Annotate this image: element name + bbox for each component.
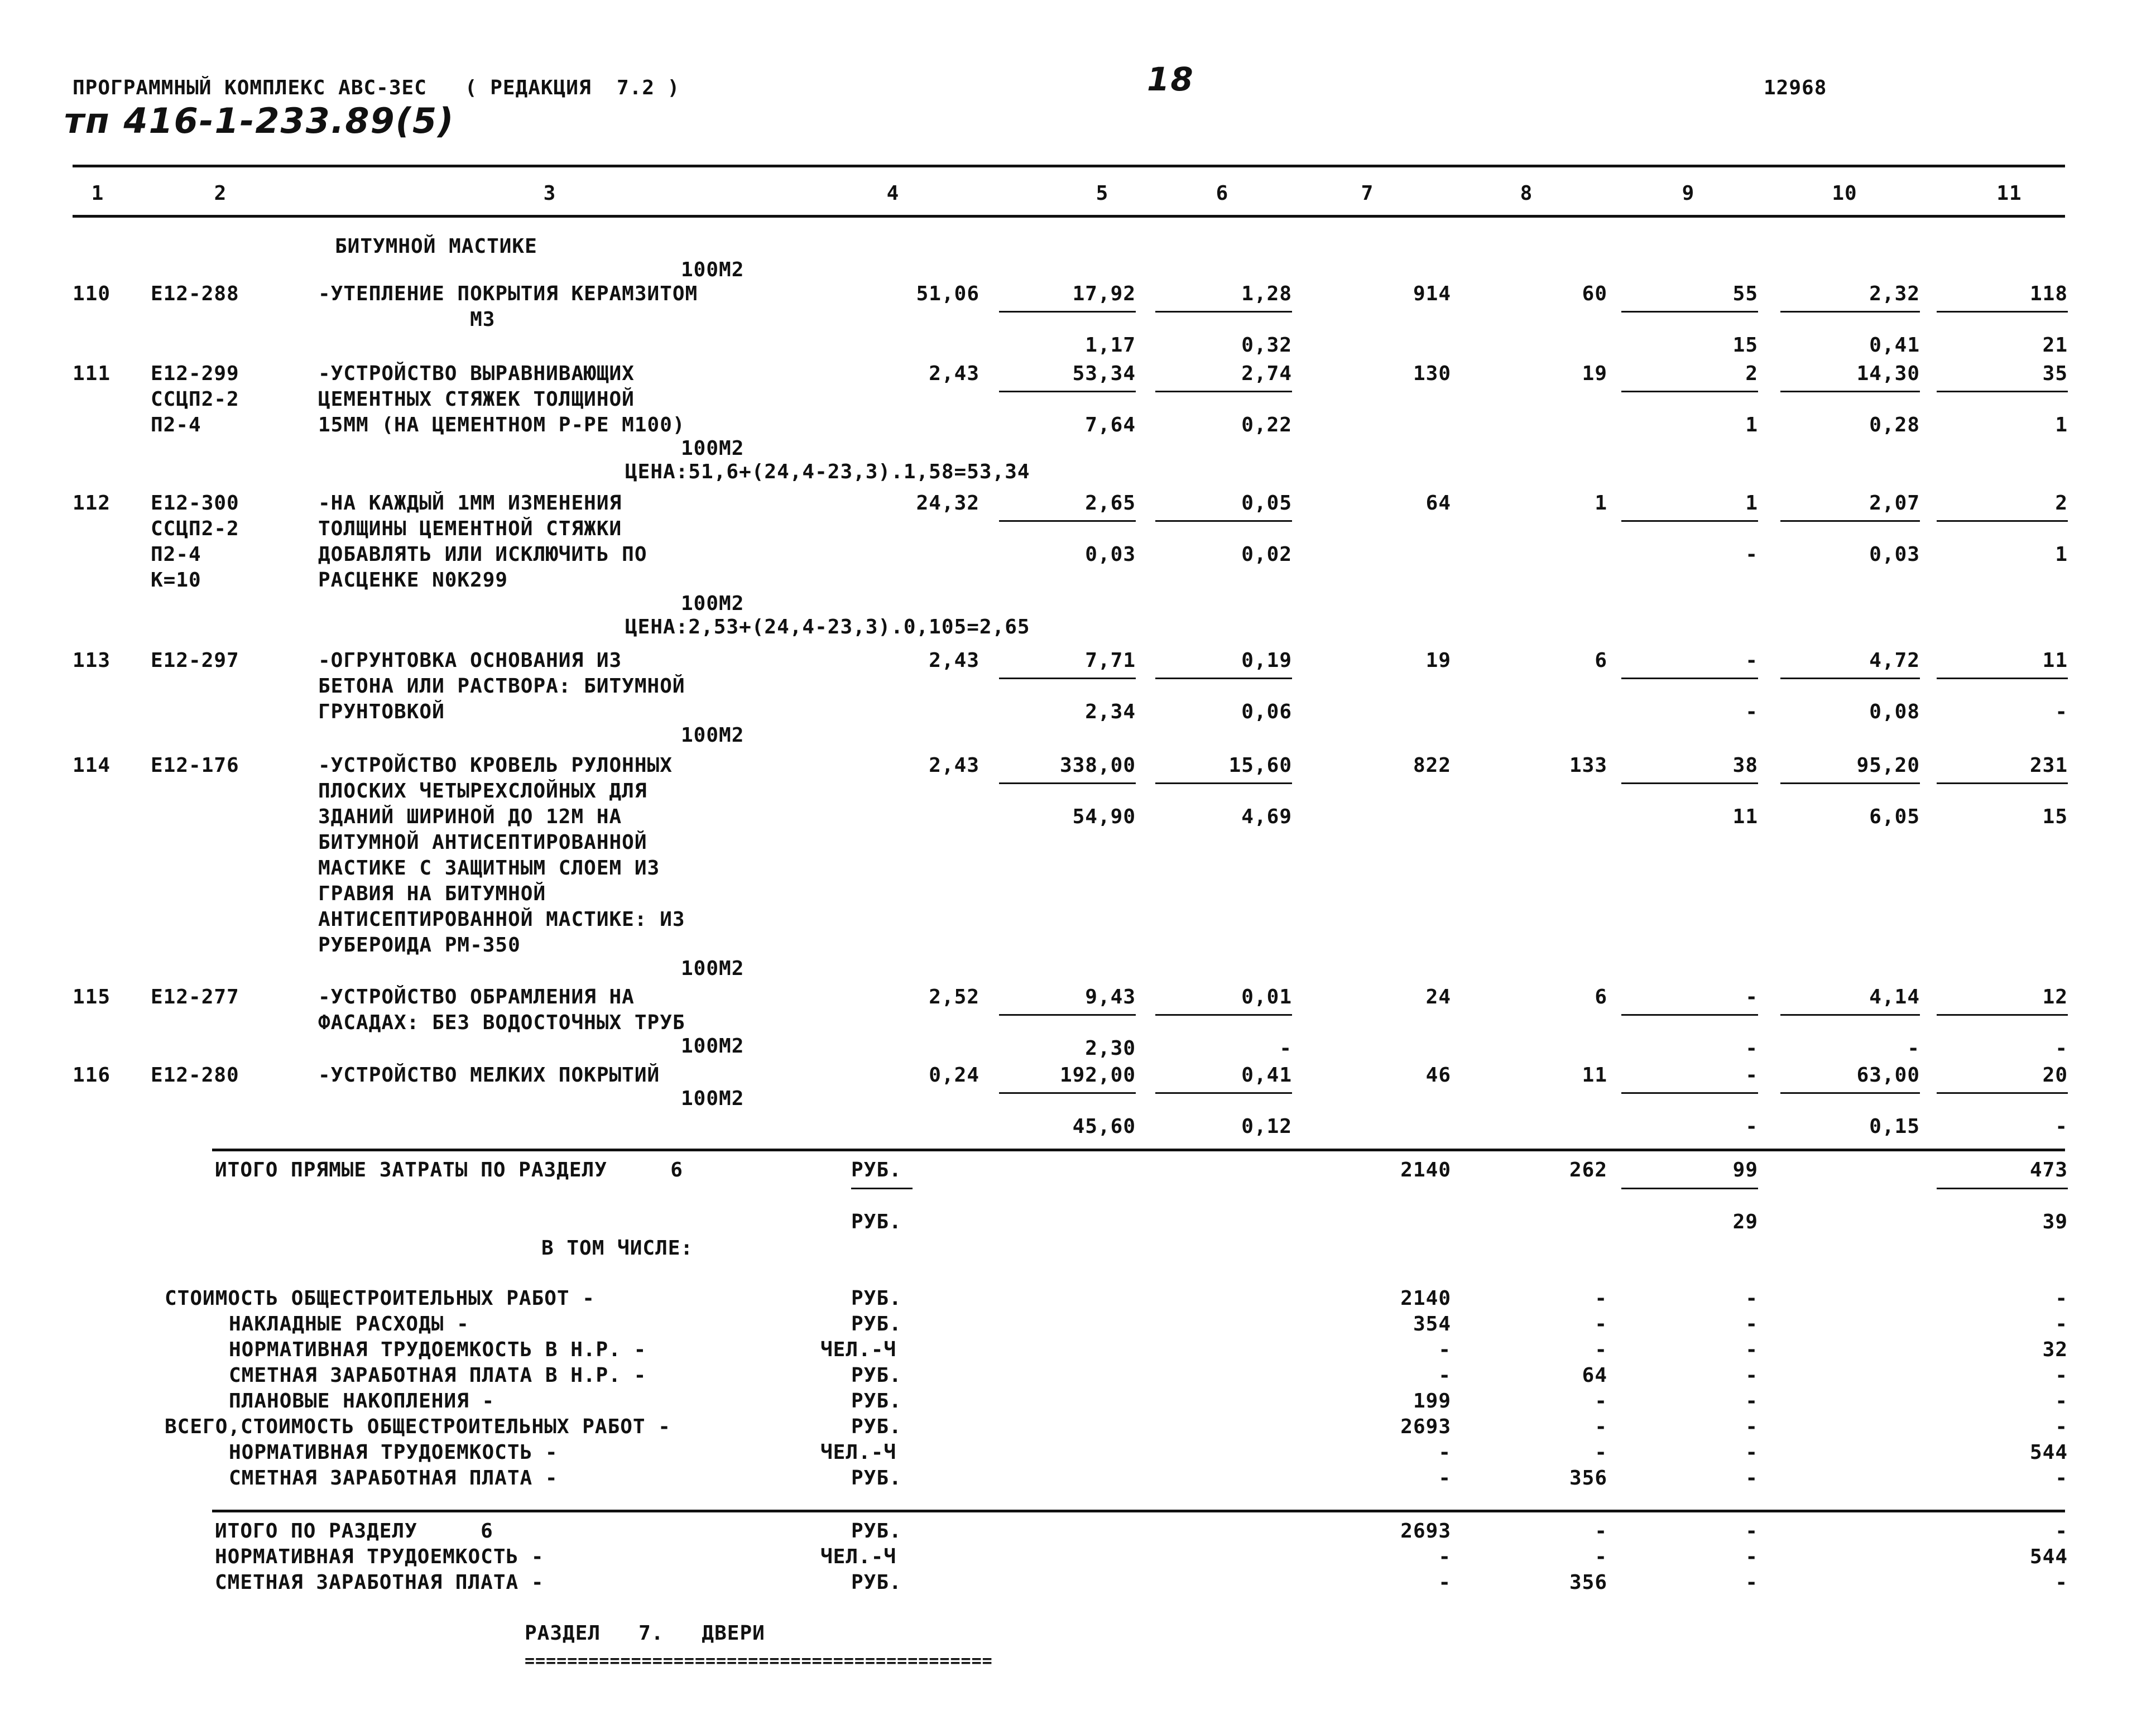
summary-row-5-c9: - — [1745, 1415, 1758, 1438]
row-111-c9-labor: 1 — [1745, 414, 1758, 436]
direct-costs-unit-line — [851, 1188, 913, 1189]
row-115-c6: 0,01 — [1241, 986, 1292, 1008]
row-111-fraction-c5 — [999, 391, 1136, 392]
row-111-code-1: ССЦП2-2 — [151, 388, 239, 411]
row-113-fraction-c10 — [1780, 678, 1920, 679]
summary-row-5-c7: 2693 — [1400, 1415, 1451, 1438]
row-114-c5: 338,00 — [1059, 754, 1136, 777]
row-112-code-2: П2-4 — [151, 543, 201, 566]
summary-row-6-c9: - — [1745, 1441, 1758, 1464]
row-115-c10: 4,14 — [1869, 986, 1920, 1008]
summary-row-1-c11: - — [2055, 1313, 2068, 1336]
header-bottom-rule — [73, 215, 2065, 218]
row-114-c8: 133 — [1569, 754, 1607, 777]
row-111-unit: 100М2 — [681, 437, 745, 460]
row-115-desc-0: -УСТРОЙСТВО ОБРАМЛЕНИЯ НА — [318, 986, 635, 1008]
row-116-number: 116 — [73, 1064, 111, 1087]
row-110-desc-0: -УТЕПЛЕНИЕ ПОКРЫТИЯ КЕРАМЗИТОМ — [318, 282, 698, 305]
row-114-desc-6: АНТИСЕПТИРОВАННОЙ МАСТИКЕ: ИЗ — [318, 908, 685, 931]
row-113-fraction-c6 — [1155, 678, 1292, 679]
row-115-number: 115 — [73, 986, 111, 1008]
summary-row-1-c7: 354 — [1413, 1313, 1451, 1336]
section-total-row-0-unit: РУБ. — [851, 1520, 902, 1543]
row-111-c8: 19 — [1582, 362, 1607, 385]
continuation-unit: 100М2 — [681, 258, 745, 281]
row-111-code-0: Е12-299 — [151, 362, 239, 385]
section-total-row-1-c8: - — [1595, 1545, 1607, 1568]
section-total-row-2-c9: - — [1745, 1571, 1758, 1594]
row-112-c8: 1 — [1595, 492, 1607, 515]
row-114-fraction-c6 — [1155, 782, 1292, 784]
summary-row-5-unit: РУБ. — [851, 1415, 902, 1438]
direct-costs-c11-line — [1937, 1188, 2068, 1189]
section-total-row-2-c11: - — [2055, 1571, 2068, 1594]
row-111-number: 111 — [73, 362, 111, 385]
row-116-c10: 63,00 — [1856, 1064, 1920, 1087]
summary-row-7-c11: - — [2055, 1467, 2068, 1490]
row-113-fraction-c5 — [999, 678, 1136, 679]
summary-row-2-label: НОРМАТИВНАЯ ТРУДОЕМКОСТЬ В Н.Р. - — [229, 1338, 647, 1361]
row-116-c6-labor: 0,12 — [1241, 1115, 1292, 1138]
row-110-fraction-c6 — [1155, 311, 1292, 313]
row-114-c6: 15,60 — [1228, 754, 1292, 777]
summary-row-6-label: НОРМАТИВНАЯ ТРУДОЕМКОСТЬ - — [229, 1441, 558, 1464]
row-114-c5-labor: 54,90 — [1072, 805, 1136, 828]
row-114-desc-7: РУБЕРОИДА РМ-350 — [318, 934, 521, 957]
summary-row-0-c9: - — [1745, 1287, 1758, 1310]
row-112-code-3: К=10 — [151, 569, 201, 592]
row-116-c7: 46 — [1425, 1064, 1451, 1087]
row-112-c9: 1 — [1745, 492, 1758, 515]
row-115-c10-labor: - — [1907, 1037, 1920, 1060]
totals-rule — [212, 1149, 2065, 1151]
row-115-c8: 6 — [1595, 986, 1607, 1008]
row-116-c5-labor: 45,60 — [1072, 1115, 1136, 1138]
row-111-code-2: П2-4 — [151, 414, 201, 436]
row-112-code-0: Е12-300 — [151, 492, 239, 515]
header-top-rule — [73, 165, 2065, 167]
direct-costs-c9: 99 — [1732, 1159, 1758, 1181]
row-113-desc-0: -ОГРУНТОВКА ОСНОВАНИЯ ИЗ — [318, 649, 622, 672]
row-112-c11-labor: 1 — [2055, 543, 2068, 566]
row-112-desc-1: ТОЛЩИНЫ ЦЕМЕНТНОЙ СТЯЖКИ — [318, 517, 622, 540]
summary-row-4-c8: - — [1595, 1390, 1607, 1413]
summary-row-6-c11: 544 — [2029, 1441, 2068, 1464]
summary-row-6-c8: - — [1595, 1441, 1607, 1464]
row-113-c6-labor: 0,06 — [1241, 700, 1292, 723]
row-112-price: ЦЕНА:2,53+(24,4-23,3).0,105=2,65 — [625, 616, 1030, 638]
summary-row-2-c8: - — [1595, 1338, 1607, 1361]
row-110-fraction-c5 — [999, 311, 1136, 313]
including-label: В ТОМ ЧИСЛЕ: — [541, 1237, 694, 1260]
column-header-8: 8 — [1520, 182, 1533, 205]
row-110-c11: 118 — [2029, 282, 2068, 305]
row-112-unit: 100М2 — [681, 592, 745, 615]
row-116-fraction-c10 — [1780, 1092, 1920, 1094]
row-113-number: 113 — [73, 649, 111, 672]
column-header-10: 10 — [1832, 182, 1857, 205]
section-total-row-0-label: ИТОГО ПО РАЗДЕЛУ 6 — [215, 1520, 493, 1543]
summary-row-4-c11: - — [2055, 1390, 2068, 1413]
summary-row-1-label: НАКЛАДНЫЕ РАСХОДЫ - — [229, 1313, 469, 1336]
row-110-c10: 2,32 — [1869, 282, 1920, 305]
row-115-c9: - — [1745, 986, 1758, 1008]
summary-row-3-c11: - — [2055, 1364, 2068, 1387]
summary-row-0-c11: - — [2055, 1287, 2068, 1310]
column-header-11: 11 — [1996, 182, 2022, 205]
direct-costs-c7: 2140 — [1400, 1159, 1451, 1181]
row-111-desc-2: 15ММ (НА ЦЕМЕНТНОМ Р-РЕ М100) — [318, 414, 685, 436]
summary-row-7-c7: - — [1438, 1467, 1451, 1490]
direct-costs-c9-line — [1621, 1188, 1758, 1189]
row-111-c5-labor: 7,64 — [1085, 414, 1136, 436]
summary-row-5-c8: - — [1595, 1415, 1607, 1438]
row-116-fraction-c9 — [1621, 1092, 1758, 1094]
summary-row-7-c8: 356 — [1569, 1467, 1607, 1490]
row-114-desc-0: -УСТРОЙСТВО КРОВЕЛЬ РУЛОННЫХ — [318, 754, 673, 777]
summary-row-7-unit: РУБ. — [851, 1467, 902, 1490]
row-112-fraction-c9 — [1621, 520, 1758, 522]
summary-row-1-c9: - — [1745, 1313, 1758, 1336]
row-112-c5: 2,65 — [1085, 492, 1136, 515]
row-116-c11-labor: - — [2055, 1115, 2068, 1138]
summary-row-1-c8: - — [1595, 1313, 1607, 1336]
row-110-c6-labor: 0,32 — [1241, 334, 1292, 357]
row-116-desc-0: -УСТРОЙСТВО МЕЛКИХ ПОКРЫТИЙ — [318, 1064, 660, 1087]
row-112-c10-labor: 0,03 — [1869, 543, 1920, 566]
summary-row-3-label: СМЕТНАЯ ЗАРАБОТНАЯ ПЛАТА В Н.Р. - — [229, 1364, 647, 1387]
row-112-qty: 24,32 — [916, 492, 979, 515]
column-header-7: 7 — [1361, 182, 1374, 205]
row-113-c9: - — [1745, 649, 1758, 672]
row-114-desc-3: БИТУМНОЙ АНТИСЕПТИРОВАННОЙ — [318, 831, 647, 854]
row-116-c6: 0,41 — [1241, 1064, 1292, 1087]
row-112-desc-2: ДОБАВЛЯТЬ ИЛИ ИСКЛЮЧИТЬ ПО — [318, 543, 647, 566]
row-115-fraction-c10 — [1780, 1014, 1920, 1016]
section-total-row-2-c7: - — [1438, 1571, 1451, 1594]
row-110-c9-labor: 15 — [1732, 334, 1758, 357]
summary-row-3-unit: РУБ. — [851, 1364, 902, 1387]
row-113-c5: 7,71 — [1085, 649, 1136, 672]
row-114-c11-labor: 15 — [2042, 805, 2068, 828]
page-number: 18 — [1147, 60, 1194, 98]
direct-costs-c11-labor: 39 — [2042, 1211, 2068, 1233]
row-116-c10-labor: 0,15 — [1869, 1115, 1920, 1138]
row-116-c5: 192,00 — [1059, 1064, 1136, 1087]
summary-row-0-unit: РУБ. — [851, 1287, 902, 1310]
row-113-c11-labor: - — [2055, 700, 2068, 723]
row-110-desc-1: М3 — [318, 308, 496, 331]
section-total-row-1-c9: - — [1745, 1545, 1758, 1568]
row-116-c9: - — [1745, 1064, 1758, 1087]
row-115-c5: 9,43 — [1085, 986, 1136, 1008]
row-112-number: 112 — [73, 492, 111, 515]
row-112-fraction-c6 — [1155, 520, 1292, 522]
row-115-c6-labor: - — [1279, 1037, 1292, 1060]
row-110-number: 110 — [73, 282, 111, 305]
row-111-desc-1: ЦЕМЕНТНЫХ СТЯЖЕК ТОЛЩИНОЙ — [318, 388, 635, 411]
row-111-c6: 2,74 — [1241, 362, 1292, 385]
row-116-fraction-c11 — [1937, 1092, 2068, 1094]
row-114-desc-2: ЗДАНИЙ ШИРИНОЙ ДО 12М НА — [318, 805, 622, 828]
row-115-desc-1: ФАСАДАХ: БЕЗ ВОДОСТОЧНЫХ ТРУБ — [318, 1011, 685, 1034]
row-112-c9-labor: - — [1745, 543, 1758, 566]
column-header-5: 5 — [1096, 182, 1109, 205]
row-113-qty: 2,43 — [929, 649, 979, 672]
row-112-fraction-c10 — [1780, 520, 1920, 522]
row-110-c8: 60 — [1582, 282, 1607, 305]
direct-costs-unit-2: РУБ. — [851, 1211, 902, 1233]
row-113-c11: 11 — [2042, 649, 2068, 672]
summary-row-3-c7: - — [1438, 1364, 1451, 1387]
row-113-fraction-c11 — [1937, 678, 2068, 679]
row-115-unit: 100М2 — [681, 1035, 745, 1058]
summary-row-2-c11: 32 — [2042, 1338, 2068, 1361]
row-110-c11-labor: 21 — [2042, 334, 2068, 357]
program-title: ПРОГРАММНЫЙ КОМПЛЕКС АВС-3ЕС ( РЕДАКЦИЯ 7.2 ) — [73, 76, 680, 99]
row-114-fraction-c9 — [1621, 782, 1758, 784]
column-header-3: 3 — [543, 182, 556, 205]
row-111-c6-labor: 0,22 — [1241, 414, 1292, 436]
row-114-c9: 38 — [1732, 754, 1758, 777]
row-111-c11: 35 — [2042, 362, 2068, 385]
row-116-c11: 20 — [2042, 1064, 2068, 1087]
row-113-fraction-c9 — [1621, 678, 1758, 679]
row-115-c11-labor: - — [2055, 1037, 2068, 1060]
row-113-c7: 19 — [1425, 649, 1451, 672]
row-110-qty: 51,06 — [916, 282, 979, 305]
row-114-desc-4: МАСТИКЕ С ЗАЩИТНЫМ СЛОЕМ ИЗ — [318, 857, 660, 880]
summary-row-2-c9: - — [1745, 1338, 1758, 1361]
column-header-2: 2 — [214, 182, 227, 205]
row-110-c5-labor: 1,17 — [1085, 334, 1136, 357]
row-113-unit: 100М2 — [681, 724, 745, 747]
summary-row-1-unit: РУБ. — [851, 1313, 902, 1336]
direct-costs-c11: 473 — [2029, 1159, 2068, 1181]
direct-costs-unit: РУБ. — [851, 1159, 902, 1181]
row-115-fraction-c11 — [1937, 1014, 2068, 1016]
row-114-c11: 231 — [2029, 754, 2068, 777]
row-112-fraction-c5 — [999, 520, 1136, 522]
row-114-c10: 95,20 — [1856, 754, 1920, 777]
row-116-c8: 11 — [1582, 1064, 1607, 1087]
row-112-c6-labor: 0,02 — [1241, 543, 1292, 566]
row-116-code-0: Е12-280 — [151, 1064, 239, 1087]
section-total-row-1-unit: ЧЕЛ.-Ч — [820, 1545, 897, 1568]
row-114-unit: 100М2 — [681, 957, 745, 980]
row-116-unit: 100М2 — [681, 1087, 745, 1110]
row-111-c5: 53,34 — [1072, 362, 1136, 385]
doc-code: 12968 — [1764, 76, 1827, 99]
row-115-fraction-c9 — [1621, 1014, 1758, 1016]
row-115-c7: 24 — [1425, 986, 1451, 1008]
row-111-c9: 2 — [1745, 362, 1758, 385]
row-113-c5-labor: 2,34 — [1085, 700, 1136, 723]
row-114-c10-labor: 6,05 — [1869, 805, 1920, 828]
section-total-row-1-c11: 544 — [2029, 1545, 2068, 1568]
row-113-c8: 6 — [1595, 649, 1607, 672]
row-115-code-0: Е12-277 — [151, 986, 239, 1008]
row-110-c6: 1,28 — [1241, 282, 1292, 305]
section-total-row-0-c9: - — [1745, 1520, 1758, 1543]
row-114-c6-labor: 4,69 — [1241, 805, 1292, 828]
row-114-desc-1: ПЛОСКИХ ЧЕТЫРЕХСЛОЙНЫХ ДЛЯ — [318, 780, 647, 803]
section-total-row-1-c7: - — [1438, 1545, 1451, 1568]
row-112-code-1: ССЦП2-2 — [151, 517, 239, 540]
section-total-row-0-c7: 2693 — [1400, 1520, 1451, 1543]
column-header-9: 9 — [1682, 182, 1695, 205]
row-115-c5-labor: 2,30 — [1085, 1037, 1136, 1060]
summary-row-6-c7: - — [1438, 1441, 1451, 1464]
next-section-title: РАЗДЕЛ 7. ДВЕРИ — [525, 1622, 765, 1645]
row-111-price: ЦЕНА:51,6+(24,4-23,3).1,58=53,34 — [625, 460, 1030, 483]
summary-row-4-unit: РУБ. — [851, 1390, 902, 1413]
row-111-c10-labor: 0,28 — [1869, 414, 1920, 436]
handwritten-reference: тп 416-1-233.89(5) — [64, 100, 455, 141]
row-111-c10: 14,30 — [1856, 362, 1920, 385]
row-111-c11-labor: 1 — [2055, 414, 2068, 436]
row-113-c10-labor: 0,08 — [1869, 700, 1920, 723]
row-111-c7: 130 — [1413, 362, 1451, 385]
section-total-row-2-unit: РУБ. — [851, 1571, 902, 1594]
section-total-row-0-c8: - — [1595, 1520, 1607, 1543]
summary-row-4-c7: 199 — [1413, 1390, 1451, 1413]
direct-costs-c8: 262 — [1569, 1159, 1607, 1181]
summary-row-4-label: ПЛАНОВЫЕ НАКОПЛЕНИЯ - — [229, 1390, 495, 1413]
row-112-desc-0: -НА КАЖДЫЙ 1ММ ИЗМЕНЕНИЯ — [318, 492, 622, 515]
section-total-row-2-c8: 356 — [1569, 1571, 1607, 1594]
summary-row-0-label: СТОИМОСТЬ ОБЩЕСТРОИТЕЛЬНЫХ РАБОТ - — [165, 1287, 595, 1310]
column-header-1: 1 — [91, 182, 104, 205]
row-115-fraction-c5 — [999, 1014, 1136, 1016]
direct-costs-label: ИТОГО ПРЯМЫЕ ЗАТРАТЫ ПО РАЗДЕЛУ 6 — [215, 1159, 683, 1181]
row-110-c5: 17,92 — [1072, 282, 1136, 305]
summary-row-5-label: ВСЕГО,СТОИМОСТЬ ОБЩЕСТРОИТЕЛЬНЫХ РАБОТ - — [165, 1415, 671, 1438]
row-111-fraction-c11 — [1937, 391, 2068, 392]
section-total-row-0-c11: - — [2055, 1520, 2068, 1543]
row-113-c9-labor: - — [1745, 700, 1758, 723]
row-110-fraction-c11 — [1937, 311, 2068, 313]
row-113-c10: 4,72 — [1869, 649, 1920, 672]
next-section-underline: ============================================ — [525, 1651, 993, 1671]
row-116-fraction-c6 — [1155, 1092, 1292, 1094]
summary-row-3-c8: 64 — [1582, 1364, 1607, 1387]
row-111-fraction-c10 — [1780, 391, 1920, 392]
row-114-qty: 2,43 — [929, 754, 979, 777]
section-total-row-2-label: СМЕТНАЯ ЗАРАБОТНАЯ ПЛАТА - — [215, 1571, 544, 1594]
summary-row-0-c7: 2140 — [1400, 1287, 1451, 1310]
row-111-fraction-c9 — [1621, 391, 1758, 392]
column-header-6: 6 — [1216, 182, 1229, 205]
summary-row-2-unit: ЧЕЛ.-Ч — [820, 1338, 897, 1361]
row-112-desc-3: РАСЦЕНКЕ N0К299 — [318, 569, 508, 592]
row-114-code-0: Е12-176 — [151, 754, 239, 777]
row-110-fraction-c9 — [1621, 311, 1758, 313]
row-112-c7: 64 — [1425, 492, 1451, 515]
summary-row-3-c9: - — [1745, 1364, 1758, 1387]
summary-row-7-c9: - — [1745, 1467, 1758, 1490]
row-115-qty: 2,52 — [929, 986, 979, 1008]
summary-row-7-label: СМЕТНАЯ ЗАРАБОТНАЯ ПЛАТА - — [229, 1467, 558, 1490]
row-111-qty: 2,43 — [929, 362, 979, 385]
row-111-fraction-c6 — [1155, 391, 1292, 392]
row-114-c9-labor: 11 — [1732, 805, 1758, 828]
row-114-fraction-c10 — [1780, 782, 1920, 784]
summary-row-6-unit: ЧЕЛ.-Ч — [820, 1441, 897, 1464]
row-115-c9-labor: - — [1745, 1037, 1758, 1060]
row-116-c9-labor: - — [1745, 1115, 1758, 1138]
summary-row-2-c7: - — [1438, 1338, 1451, 1361]
row-115-fraction-c6 — [1155, 1014, 1292, 1016]
summary-row-0-c8: - — [1595, 1287, 1607, 1310]
row-112-c6: 0,05 — [1241, 492, 1292, 515]
row-111-desc-0: -УСТРОЙСТВО ВЫРАВНИВАЮЩИХ — [318, 362, 635, 385]
row-110-c9: 55 — [1732, 282, 1758, 305]
row-114-fraction-c11 — [1937, 782, 2068, 784]
row-113-code-0: Е12-297 — [151, 649, 239, 672]
section-total-row-1-label: НОРМАТИВНАЯ ТРУДОЕМКОСТЬ - — [215, 1545, 544, 1568]
summary-row-5-c11: - — [2055, 1415, 2068, 1438]
column-header-4: 4 — [886, 182, 900, 205]
row-110-c7: 914 — [1413, 282, 1451, 305]
row-115-c11: 12 — [2042, 986, 2068, 1008]
summary-row-4-c9: - — [1745, 1390, 1758, 1413]
row-113-desc-1: БЕТОНА ИЛИ РАСТВОРА: БИТУМНОЙ — [318, 675, 685, 698]
row-113-desc-2: ГРУНТОВКОЙ — [318, 700, 445, 723]
row-112-fraction-c11 — [1937, 520, 2068, 522]
row-110-c10-labor: 0,41 — [1869, 334, 1920, 357]
row-113-c6: 0,19 — [1241, 649, 1292, 672]
row-116-qty: 0,24 — [929, 1064, 979, 1087]
row-110-code-0: Е12-288 — [151, 282, 239, 305]
continuation-text: БИТУМНОЙ МАСТИКЕ — [335, 235, 537, 258]
row-116-fraction-c5 — [999, 1092, 1136, 1094]
row-112-c5-labor: 0,03 — [1085, 543, 1136, 566]
row-114-number: 114 — [73, 754, 111, 777]
row-112-c10: 2,07 — [1869, 492, 1920, 515]
row-110-fraction-c10 — [1780, 311, 1920, 313]
row-114-fraction-c5 — [999, 782, 1136, 784]
section-total-rule — [212, 1510, 2065, 1512]
direct-costs-c9-labor: 29 — [1732, 1211, 1758, 1233]
row-112-c11: 2 — [2055, 492, 2068, 515]
row-114-desc-5: ГРАВИЯ НА БИТУМНОЙ — [318, 882, 546, 905]
row-114-c7: 822 — [1413, 754, 1451, 777]
